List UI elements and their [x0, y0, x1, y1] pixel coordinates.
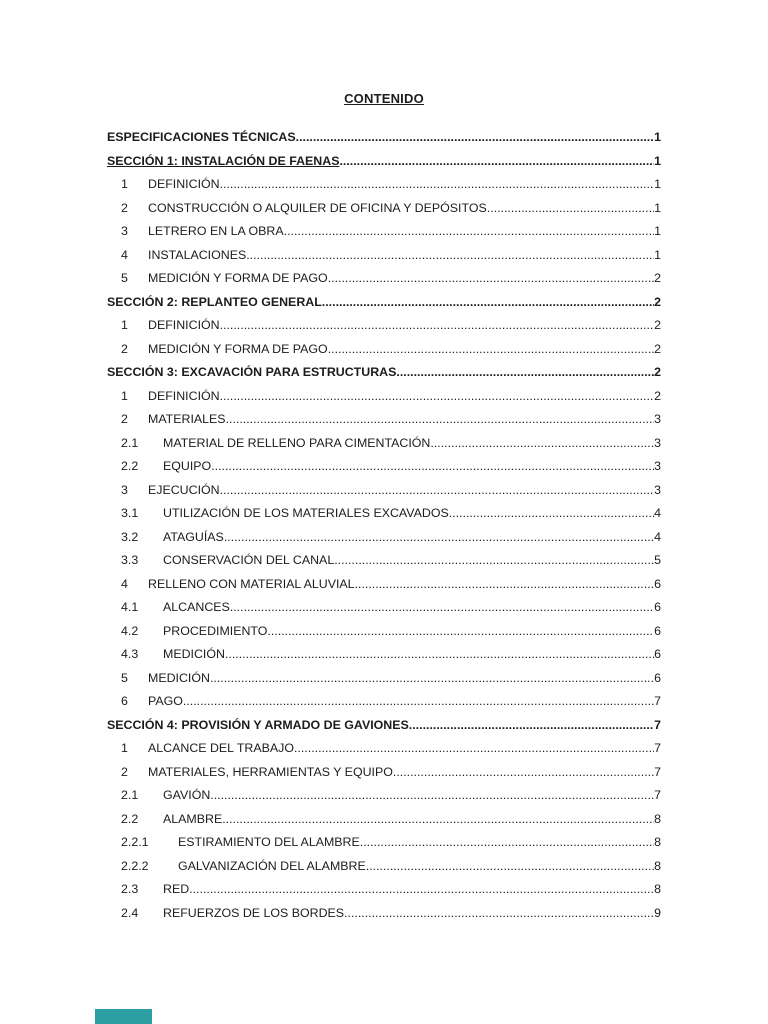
toc-entry-label: DEFINICIÓN: [148, 177, 220, 191]
toc-entry-number: 1: [121, 177, 128, 191]
toc-dot-leader: [220, 173, 655, 197]
toc-dot-leader: [267, 620, 654, 644]
toc-entry-label: MEDICIÓN: [163, 647, 225, 661]
toc-dot-leader: [230, 596, 654, 620]
toc-entry: [107, 244, 661, 268]
toc-entry: [107, 761, 661, 785]
toc-entry: [107, 620, 661, 644]
toc-entry: [107, 126, 661, 150]
toc-entry-number: 4: [121, 576, 128, 591]
toc-entry-page: 6: [654, 600, 661, 614]
toc-entry-number: 3: [121, 224, 128, 238]
toc-entry: [107, 714, 661, 738]
toc-entry-number: 2: [121, 764, 128, 779]
toc-entry: [107, 902, 661, 926]
toc-entry-page: 2: [654, 341, 661, 356]
toc-entry-page: 8: [654, 811, 661, 826]
toc-entry-label: PROCEDIMIENTO: [163, 623, 268, 638]
toc-entry-page: 2: [654, 294, 661, 309]
toc-dot-leader: [366, 855, 654, 879]
toc-entry-number: 1: [121, 318, 128, 332]
toc-entry-label: MATERIALES: [148, 412, 226, 426]
toc-dot-leader: [189, 878, 654, 902]
toc-entry-page: 4: [654, 529, 661, 544]
toc-dot-leader: [322, 291, 654, 315]
toc-entry-page: 7: [654, 788, 661, 802]
toc-entry: [107, 667, 661, 691]
toc-entry-number: 1: [121, 388, 128, 403]
toc-dot-leader: [334, 549, 654, 573]
toc-entry-number: 4.1: [121, 600, 139, 614]
toc-dot-leader: [211, 455, 654, 479]
toc-dot-leader: [226, 408, 655, 432]
toc-entry-label: CONSTRUCCIÓN O ALQUILER DE OFICINA Y DEPÓSITOS: [148, 200, 487, 215]
next-page-peek-strip: [95, 1009, 152, 1024]
toc-entry-label: MATERIALES, HERRAMIENTAS Y EQUIPO: [148, 764, 393, 779]
toc-entry: [107, 361, 661, 385]
toc-entry-number: 2.3: [121, 882, 139, 896]
toc-entry-page: 8: [654, 858, 661, 873]
toc-entry-label: DEFINICIÓN: [148, 388, 220, 403]
toc-entry-number: 3.2: [121, 529, 139, 544]
toc-entry-page: 8: [654, 835, 661, 849]
toc-dot-leader: [339, 150, 654, 174]
toc-entry-number: 2.2: [121, 459, 139, 473]
toc-entry-label: DEFINICIÓN: [148, 318, 220, 332]
toc-entry-label: MEDICIÓN Y FORMA DE PAGO: [148, 341, 328, 356]
toc-entry-page: 3: [654, 459, 661, 473]
toc-content: [107, 91, 661, 925]
toc-entry-label: SECCIÓN 2: REPLANTEO GENERAL: [107, 294, 322, 309]
toc-entry-number: 2: [121, 412, 128, 426]
toc-entry-label: ESPECIFICACIONES TÉCNICAS: [107, 130, 296, 144]
toc-entry-page: 6: [654, 647, 661, 661]
toc-entry-page: 7: [654, 741, 661, 755]
toc-entry-number: 3.3: [121, 553, 139, 567]
toc-dot-leader: [449, 502, 654, 526]
toc-entry-page: 1: [654, 177, 661, 191]
toc-entry-label: GAVIÓN: [163, 788, 211, 802]
toc-entry-label: ALCANCES: [163, 600, 230, 614]
toc-dot-leader: [393, 761, 654, 785]
toc-dot-leader: [220, 479, 654, 503]
page-title: CONTENIDO: [344, 91, 424, 106]
toc-entry-page: 3: [654, 435, 661, 450]
toc-entry: [107, 643, 661, 667]
toc-dot-leader: [296, 126, 654, 150]
toc-entry-page: 7: [654, 764, 661, 779]
toc-entry-number: 2: [121, 200, 128, 215]
toc-entry-label: ESTIRAMIENTO DEL ALAMBRE: [178, 835, 360, 849]
toc-list: [107, 126, 661, 925]
toc-entry: [107, 784, 661, 808]
toc-entry-number: 5: [121, 670, 128, 685]
toc-entry-number: 4.3: [121, 647, 139, 661]
toc-entry-label: ATAGUÍAS: [163, 529, 224, 544]
toc-entry-label: REFUERZOS DE LOS BORDES: [163, 905, 345, 920]
toc-entry: [107, 150, 661, 174]
toc-entry: [107, 573, 661, 597]
toc-entry-page: 2: [654, 388, 661, 403]
toc-entry: [107, 173, 661, 197]
toc-dot-leader: [396, 361, 654, 385]
toc-entry-page: 7: [654, 694, 661, 708]
toc-entry-number: 3: [121, 482, 128, 497]
toc-entry-label: EQUIPO: [163, 459, 212, 473]
toc-entry-label: MATERIAL DE RELLENO PARA CIMENTACIÓN: [163, 435, 431, 450]
toc-entry-label: MEDICIÓN: [148, 670, 210, 685]
toc-entry-label: INSTALACIONES: [148, 247, 247, 262]
toc-entry: [107, 455, 661, 479]
toc-entry: [107, 502, 661, 526]
toc-entry-label: LETRERO EN LA OBRA: [148, 224, 284, 238]
toc-entry-page: 3: [654, 412, 661, 426]
toc-entry-page: 2: [654, 271, 661, 285]
toc-entry-label: UTILIZACIÓN DE LOS MATERIALES EXCAVADOS: [163, 506, 449, 520]
toc-entry-page: 7: [654, 717, 661, 732]
toc-dot-leader: [328, 267, 654, 291]
toc-entry: [107, 549, 661, 573]
toc-entry-page: 1: [654, 224, 661, 238]
toc-entry-number: 2.1: [121, 435, 139, 450]
toc-entry-page: 8: [654, 882, 661, 896]
toc-entry-number: 2.2.2: [121, 858, 149, 873]
toc-entry-number: 5: [121, 271, 128, 285]
toc-entry: [107, 197, 661, 221]
toc-entry: [107, 267, 661, 291]
toc-dot-leader: [210, 784, 654, 808]
toc-dot-leader: [224, 526, 654, 550]
toc-entry-label: RELLENO CON MATERIAL ALUVIAL: [148, 576, 355, 591]
toc-dot-leader: [210, 667, 654, 691]
toc-entry-page: 1: [654, 247, 661, 262]
toc-dot-leader: [220, 314, 655, 338]
toc-entry-label: SECCIÓN 4: PROVISIÓN Y ARMADO DE GAVIONES: [107, 717, 409, 732]
toc-dot-leader: [430, 432, 654, 456]
toc-entry-page: 1: [654, 153, 661, 168]
toc-entry: [107, 432, 661, 456]
toc-entry: [107, 808, 661, 832]
toc-entry-label: MEDICIÓN Y FORMA DE PAGO: [148, 271, 328, 285]
toc-entry-page: 5: [654, 553, 661, 567]
toc-dot-leader: [246, 244, 654, 268]
toc-entry-page: 6: [654, 623, 661, 638]
toc-entry-number: 2: [121, 341, 128, 356]
toc-entry-label: ALCANCE DEL TRABAJO: [148, 741, 294, 755]
toc-entry-page: 3: [654, 482, 661, 497]
toc-dot-leader: [183, 690, 654, 714]
toc-entry-label: PAGO: [148, 694, 183, 708]
toc-entry-number: 2.1: [121, 788, 139, 802]
toc-entry-number: 4.2: [121, 623, 139, 638]
toc-entry: [107, 408, 661, 432]
toc-entry-page: 4: [654, 506, 661, 520]
toc-entry-page: 6: [654, 670, 661, 685]
toc-dot-leader: [360, 831, 654, 855]
toc-dot-leader: [409, 714, 654, 738]
toc-entry-number: 6: [121, 694, 128, 708]
toc-dot-leader: [328, 338, 654, 362]
toc-entry: [107, 737, 661, 761]
toc-entry: [107, 878, 661, 902]
toc-entry-number: 4: [121, 247, 128, 262]
toc-dot-leader: [487, 197, 654, 221]
toc-dot-leader: [355, 573, 655, 597]
toc-entry-number: 2.4: [121, 905, 139, 920]
toc-entry-page: 2: [654, 318, 661, 332]
toc-entry: [107, 855, 661, 879]
toc-entry-page: 2: [654, 365, 661, 379]
toc-entry-number: 3.1: [121, 506, 139, 520]
toc-dot-leader: [222, 808, 654, 832]
toc-entry-label: CONSERVACIÓN DEL CANAL: [163, 553, 335, 567]
toc-entry: [107, 690, 661, 714]
toc-dot-leader: [225, 643, 654, 667]
toc-entry-label: ALAMBRE: [163, 811, 223, 826]
toc-dot-leader: [220, 385, 655, 409]
toc-entry: [107, 479, 661, 503]
toc-entry: [107, 385, 661, 409]
toc-entry-label: SECCIÓN 1: INSTALACIÓN DE FAENAS: [107, 153, 340, 168]
toc-dot-leader: [344, 902, 654, 926]
toc-entry-number: 2.2: [121, 811, 139, 826]
toc-entry-label: SECCIÓN 3: EXCAVACIÓN PARA ESTRUCTURAS: [107, 365, 397, 379]
toc-entry: [107, 291, 661, 315]
toc-entry-page: 1: [654, 130, 661, 144]
toc-entry-label: GALVANIZACIÓN DEL ALAMBRE: [178, 858, 366, 873]
toc-entry: [107, 596, 661, 620]
toc-entry-page: 6: [654, 576, 661, 591]
toc-entry-number: 1: [121, 741, 128, 755]
toc-entry-number: 2.2.1: [121, 835, 149, 849]
toc-dot-leader: [284, 220, 654, 244]
toc-entry: [107, 314, 661, 338]
toc-entry: [107, 526, 661, 550]
toc-entry: [107, 338, 661, 362]
toc-dot-leader: [294, 737, 654, 761]
toc-entry-label: EJECUCIÓN: [148, 482, 220, 497]
toc-entry: [107, 831, 661, 855]
toc-entry: [107, 220, 661, 244]
toc-entry-page: 9: [654, 905, 661, 920]
toc-entry-page: 1: [654, 200, 661, 215]
toc-entry-label: RED: [163, 882, 190, 896]
